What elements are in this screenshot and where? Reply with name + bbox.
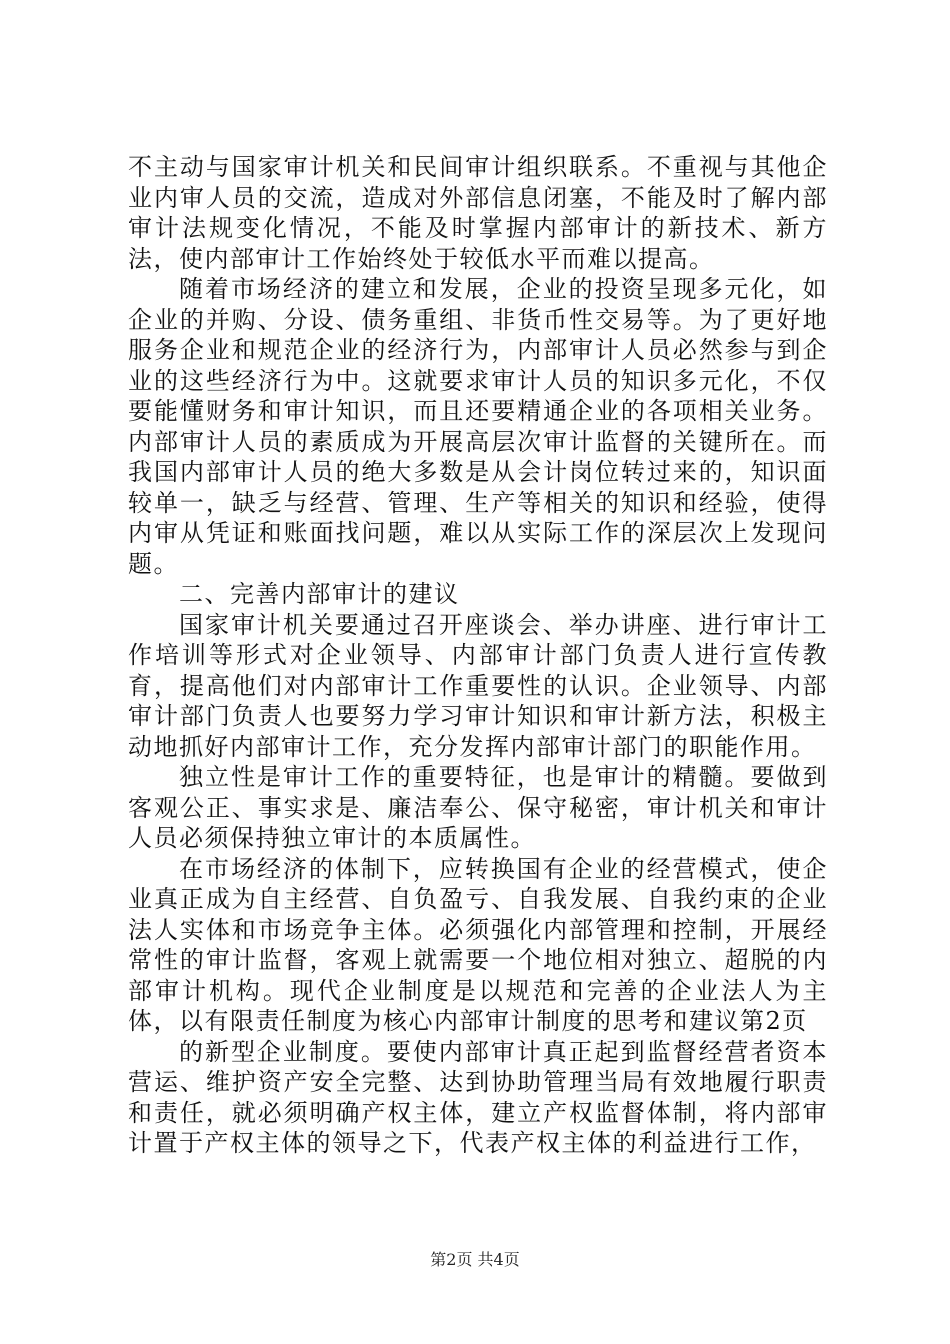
paragraph-5: 在市场经济的体制下，应转换国有企业的经营模式，使企业真正成为自主经营、自负盈亏、自我发展、自我约束的企业法人实体和市场竞争主体。必须强化内部管理和控制，开展经常性的审计监督，客观上就需要一个地位相对独立、超脱的内部审计机构。现代企业制度是以规范和完善的企业法人为主体，以有限责任制度为核心内部审计制度的思考和建议第2页 bbox=[128, 854, 828, 1035]
document-body bbox=[128, 152, 828, 1159]
paragraph-2: 随着市场经济的建立和发展，企业的投资呈现多元化，如企业的并购、分设、债务重组、非货币性交易等。为了更好地服务企业和规范企业的经济行为，内部审计人员必然参与到企业的这些经济行为中。这就要求审计人员的知识多元化，不仅要能懂财务和审计知识，而且还要精通企业的各项相关业务。内部审计人员的素质成为开展高层次审计监督的关键所在。而我国内部审计人员的绝大多数是从会计岗位转过来的，知识面较单一，缺乏与经营、管理、生产等相关的知识和经验，使得内审从凭证和账面找问题，难以从实际工作的深层次上发现问题。 bbox=[128, 275, 828, 578]
paragraph-4: 独立性是审计工作的重要特征，也是审计的精髓。要做到客观公正、事实求是、廉洁奉公、保守秘密，审计机关和审计人员必须保持独立审计的本质属性。 bbox=[128, 763, 828, 852]
section-heading: 二、完善内部审计的建议 bbox=[179, 580, 460, 608]
page-number-footer: 第2页 共4页 bbox=[430, 1250, 520, 1269]
paragraph-3: 国家审计机关要通过召开座谈会、举办讲座、进行审计工作培训等形式对企业领导、内部审计部门负责人进行宣传教育，提高他们对内部审计工作重要性的认识。企业领导、内部审计部门负责人也要努力学习审计知识和审计新方法，积极主动地抓好内部审计工作，充分发挥内部审计部门的职能作用。 bbox=[128, 610, 828, 761]
paragraph-6: 的新型企业制度。要使内部审计真正起到监督经营者资本营运、维护资产安全完整、达到协助管理当局有效地履行职责和责任，就必须明确产权主体，建立产权监督体制，将内部审计置于产权主体的领导之下，代表产权主体的利益进行工作， bbox=[128, 1037, 828, 1157]
paragraph-1: 不主动与国家审计机关和民间审计组织联系。不重视与其他企业内审人员的交流，造成对外部信息闭塞，不能及时了解内部审计法规变化情况，不能及时掌握内部审计的新技术、新方法，使内部审计工作始终处于较低水平而难以提高。 bbox=[128, 153, 828, 273]
